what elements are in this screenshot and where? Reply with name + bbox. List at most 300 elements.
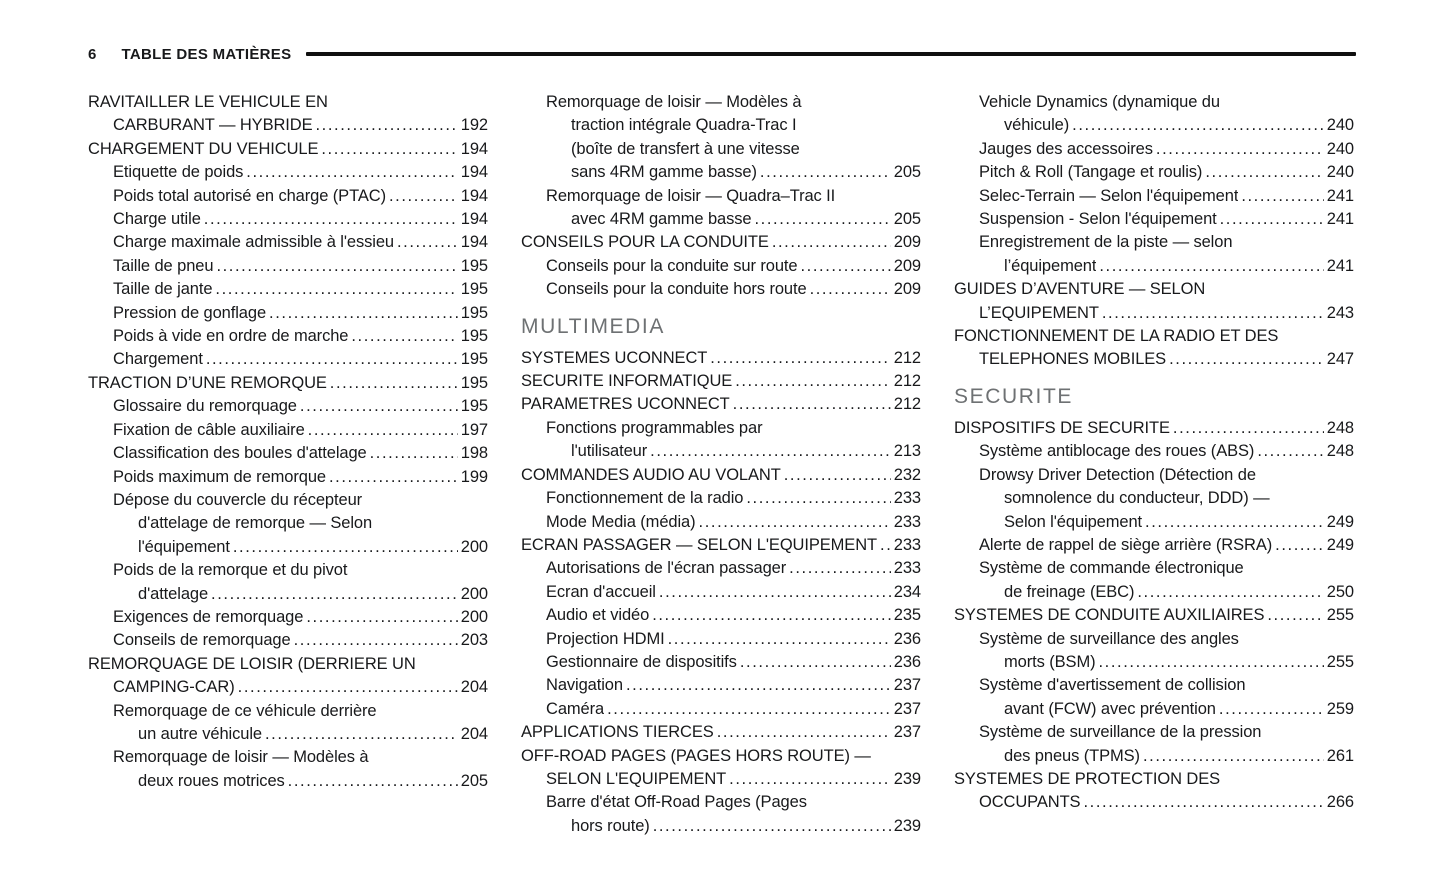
toc-entry <box>88 208 488 231</box>
toc-entry <box>521 557 921 580</box>
page-ref-number: 194 <box>460 233 488 252</box>
toc-entry-line <box>88 231 488 254</box>
page-ref-number: 213 <box>893 442 921 461</box>
toc-entry-line <box>88 676 488 699</box>
leader-dots <box>1072 114 1324 137</box>
leader-dots <box>329 466 458 489</box>
toc-entry-line <box>88 325 488 348</box>
leader-dots <box>1257 440 1323 463</box>
page-ref-number: 197 <box>460 420 488 439</box>
toc-entry-line <box>521 581 921 604</box>
leader-dots <box>306 606 457 629</box>
toc-entry-text: l’équipement <box>1004 256 1097 275</box>
toc-entry <box>88 138 488 161</box>
page-ref-number: 266 <box>1326 793 1354 812</box>
toc-entry-line <box>521 464 921 487</box>
leader-dots <box>1241 185 1323 208</box>
leader-dots <box>216 255 457 278</box>
leader-dots <box>772 231 891 254</box>
leader-dots <box>1219 698 1324 721</box>
toc-entry-line: (boîte de transfert à une vitesse <box>571 139 800 158</box>
toc-entry-line <box>521 440 921 463</box>
toc-entry-line <box>88 770 488 793</box>
page-ref-number: 212 <box>893 348 921 367</box>
page-ref-number: 194 <box>460 163 488 182</box>
page-ref-number: 198 <box>460 444 488 463</box>
leader-dots <box>308 419 458 442</box>
page-ref-number: 239 <box>893 769 921 788</box>
toc-entry <box>521 417 921 464</box>
toc-entry-line <box>88 348 488 371</box>
header-rule <box>306 52 1356 56</box>
toc-entry <box>88 653 488 700</box>
leader-dots <box>351 325 457 348</box>
toc-entry <box>88 700 488 747</box>
toc-entry-line <box>521 557 921 580</box>
page-ref-number: 249 <box>1326 512 1354 531</box>
toc-entry <box>521 604 921 627</box>
toc-entry-line <box>521 161 921 184</box>
toc-entry-text: véhicule) <box>1004 116 1070 135</box>
toc-entry <box>954 464 1354 534</box>
toc-entry <box>88 395 488 418</box>
leader-dots <box>300 395 458 418</box>
toc-entry-text: Projection HDMI <box>546 629 665 648</box>
toc-entry-text: Jauges des accessoires <box>979 139 1153 158</box>
leader-dots <box>246 161 457 184</box>
page-ref-number: 199 <box>460 467 488 486</box>
page-ref-number: 194 <box>460 139 488 158</box>
leader-dots <box>288 770 458 793</box>
toc-entry <box>521 651 921 674</box>
toc-entry-line <box>954 114 1354 137</box>
toc-entry <box>88 372 488 395</box>
toc-entry-line <box>521 347 921 370</box>
leader-dots <box>294 629 458 652</box>
page-ref-number: 205 <box>460 771 488 790</box>
page-number: 6 <box>88 45 97 63</box>
toc-entry-line <box>88 419 488 442</box>
toc-entry-text: Caméra <box>546 699 605 718</box>
page-ref-number: 233 <box>893 489 921 508</box>
page-ref-number: 209 <box>893 280 921 299</box>
toc-entry-text: CAMPING-CAR) <box>113 678 235 697</box>
toc-entry-text: deux roues motrices <box>138 771 285 790</box>
toc-entry-line <box>954 185 1354 208</box>
toc-entry-line <box>521 487 921 510</box>
page-ref-number: 249 <box>1326 535 1354 554</box>
page-ref-number: 261 <box>1326 746 1354 765</box>
toc-entry-line <box>521 208 921 231</box>
toc-entry <box>88 231 488 254</box>
leader-dots <box>659 581 891 604</box>
leader-dots <box>1137 581 1323 604</box>
toc-entry-line: Système de surveillance des angles <box>979 629 1239 648</box>
page-ref-number: 212 <box>893 372 921 391</box>
toc-entry-line <box>521 511 921 534</box>
toc-entry <box>521 255 921 278</box>
page-ref-number: 235 <box>893 606 921 625</box>
section-header-multimedia: MULTIMEDIA <box>521 314 665 338</box>
toc-entry <box>521 347 921 370</box>
leader-dots <box>1098 651 1323 674</box>
toc-entry <box>954 161 1354 184</box>
toc-entry-line <box>88 606 488 629</box>
page-header <box>88 44 1356 64</box>
page-ref-number: 195 <box>460 397 488 416</box>
toc-entry-line <box>954 348 1354 371</box>
toc-entry <box>521 534 921 557</box>
leader-dots <box>370 442 458 465</box>
leader-dots <box>699 511 891 534</box>
toc-entry-line: Remorquage de loisir — Modèles à <box>546 93 802 111</box>
leader-dots <box>204 208 458 231</box>
toc-entry-text: TRACTION D’UNE REMORQUE <box>88 373 327 392</box>
toc-entry-line: FONCTIONNEMENT DE LA RADIO ET DES <box>954 327 1279 346</box>
toc-entry-line <box>521 721 921 744</box>
toc-entry-text: Charge maximale admissible à l'essieu <box>113 233 394 252</box>
toc-entry <box>521 393 921 416</box>
toc-entry <box>954 208 1354 231</box>
leader-dots <box>1143 745 1324 768</box>
toc-entry-text: hors route) <box>571 816 650 835</box>
toc-entry-line: Système d'avertissement de collision <box>979 676 1246 695</box>
leader-dots <box>206 348 458 371</box>
leader-dots <box>746 487 890 510</box>
page-ref-number: 255 <box>1326 652 1354 671</box>
page-ref-number: 233 <box>893 512 921 531</box>
toc-entry-text: Poids maximum de remorque <box>113 467 326 486</box>
toc-entry <box>88 442 488 465</box>
leader-dots <box>626 674 891 697</box>
toc-entry <box>954 628 1354 675</box>
toc-entry-text: Fonctionnement de la radio <box>546 489 744 508</box>
page-ref-number: 248 <box>1326 418 1354 437</box>
toc-entry-line <box>521 815 921 838</box>
toc-entry-line <box>88 723 488 746</box>
leader-dots <box>740 651 891 674</box>
toc-entry <box>954 417 1354 440</box>
toc-entry-line <box>954 208 1354 231</box>
toc-entry-text: sans 4RM gamme basse) <box>571 163 757 182</box>
page-ref-number: 239 <box>893 816 921 835</box>
toc-entry-line <box>521 604 921 627</box>
toc-entry-text: PARAMETRES UCONNECT <box>521 395 730 414</box>
toc-entry-line <box>954 511 1354 534</box>
toc-entry-line: Drowsy Driver Detection (Détection de <box>979 465 1256 484</box>
toc-entry-text: Autorisations de l'écran passager <box>546 559 787 578</box>
leader-dots <box>1145 511 1324 534</box>
toc-entry-line <box>521 628 921 651</box>
page-ref-number: 195 <box>460 280 488 299</box>
page-ref-number: 233 <box>893 535 921 554</box>
toc-entry <box>521 370 921 393</box>
toc-entry-text: SYSTEMES DE CONDUITE AUXILIAIRES <box>954 606 1265 625</box>
leader-dots <box>717 721 891 744</box>
leader-dots <box>1220 208 1324 231</box>
page-ref-number: 240 <box>1326 139 1354 158</box>
toc-entry-text: ECRAN PASSAGER — SELON L'EQUIPEMENT <box>521 535 878 554</box>
page-ref-number: 205 <box>893 210 921 229</box>
leader-dots <box>1083 791 1323 814</box>
page-ref-number: 194 <box>460 186 488 205</box>
leader-dots <box>1173 417 1324 440</box>
leader-dots <box>316 114 458 137</box>
toc-entry <box>954 91 1354 138</box>
page-ref-number: 200 <box>460 584 488 603</box>
toc-entry <box>88 185 488 208</box>
toc-entry <box>88 161 488 184</box>
toc-entry-line: Fonctions programmables par <box>546 418 763 437</box>
toc-entry-text: un autre véhicule <box>138 724 262 743</box>
page-ref-number: 236 <box>893 652 921 671</box>
page-ref-number: 243 <box>1326 303 1354 322</box>
toc-entry-text: Selon l'équipement <box>1004 512 1143 531</box>
leader-dots <box>1102 302 1324 325</box>
toc-entry-text: Glossaire du remorquage <box>113 397 297 416</box>
leader-dots <box>710 347 891 370</box>
toc-entry <box>954 721 1354 768</box>
toc-entry-line: Barre d'état Off-Road Pages (Pages <box>546 793 807 812</box>
toc-entry <box>88 325 488 348</box>
toc-entry <box>954 231 1354 278</box>
toc-entry-line: Vehicle Dynamics (dynamique du <box>979 93 1220 111</box>
toc-entry-line <box>954 255 1354 278</box>
leader-dots <box>800 255 890 278</box>
toc-entry-text: l'équipement <box>138 537 230 556</box>
toc-entry-text: Audio et vidéo <box>546 606 650 625</box>
toc-entry-line: SYSTEMES DE PROTECTION DES <box>954 769 1221 788</box>
toc-entry-text: Selec-Terrain — Selon l'équipement <box>979 186 1239 205</box>
toc-entry-line <box>954 302 1354 325</box>
toc-entry-line <box>954 440 1354 463</box>
leader-dots <box>1267 604 1323 627</box>
toc-entry-line: d'attelage de remorque — Selon <box>138 514 373 533</box>
toc-entry-line <box>521 370 921 393</box>
toc-entry-line <box>954 161 1354 184</box>
leader-dots <box>321 138 457 161</box>
toc-entry <box>521 185 921 232</box>
toc-entry-text: DISPOSITIFS DE SECURITE <box>954 418 1170 437</box>
toc-entry <box>88 419 488 442</box>
toc-entry-text: des pneus (TPMS) <box>1004 746 1140 765</box>
toc-entry-text: avec 4RM gamme basse <box>571 210 752 229</box>
toc-entry-text: Gestionnaire de dispositifs <box>546 652 737 671</box>
leader-dots <box>729 768 891 791</box>
toc-entry-text: l'utilisateur <box>571 442 648 461</box>
toc-entry-text: COMMANDES AUDIO AU VOLANT <box>521 465 781 484</box>
toc-entry-line <box>521 651 921 674</box>
toc-entry-line <box>88 185 488 208</box>
toc-entry-line <box>88 208 488 231</box>
page-ref-number: 237 <box>893 676 921 695</box>
toc-entry <box>88 746 488 793</box>
toc-entry <box>954 325 1354 372</box>
page-ref-number: 250 <box>1326 582 1354 601</box>
toc-entry-line <box>521 278 921 301</box>
toc-entry-text: Pression de gonflage <box>113 303 267 322</box>
toc-entry <box>88 489 488 559</box>
toc-entry-text: Pitch & Roll (Tangage et roulis) <box>979 163 1203 182</box>
page-ref-number: 241 <box>1326 186 1354 205</box>
page-ref-number: 194 <box>460 210 488 229</box>
page-ref-number: 259 <box>1326 699 1354 718</box>
toc-entry-line <box>88 372 488 395</box>
leader-dots <box>397 231 458 254</box>
toc-entry-text: Conseils de remorquage <box>113 631 291 650</box>
toc-entry-text: SELON L'EQUIPEMENT <box>546 769 727 788</box>
toc-entry-line <box>88 466 488 489</box>
leader-dots <box>607 698 891 721</box>
toc-entry <box>521 487 921 510</box>
page-ref-number: 200 <box>460 537 488 556</box>
page-ref-number: 237 <box>893 699 921 718</box>
page-ref-number: 247 <box>1326 350 1354 369</box>
toc-entry <box>88 629 488 652</box>
toc-entry-line <box>954 581 1354 604</box>
toc-entry <box>954 534 1354 557</box>
leader-dots <box>238 676 458 699</box>
page-ref-number: 204 <box>460 678 488 697</box>
toc-column-2 <box>521 91 921 838</box>
page-ref-number: 241 <box>1326 256 1354 275</box>
leader-dots <box>668 628 891 651</box>
toc-entry <box>88 606 488 629</box>
toc-column-3 <box>954 91 1354 838</box>
toc-entry-line <box>521 393 921 416</box>
toc-entry-text: de freinage (EBC) <box>1004 582 1135 601</box>
toc-entry <box>521 278 921 301</box>
toc-entry-line <box>954 651 1354 674</box>
toc-entry <box>521 581 921 604</box>
toc-entry-text: Suspension - Selon l'équipement <box>979 210 1217 229</box>
toc-entry-line <box>954 534 1354 557</box>
leader-dots <box>650 440 891 463</box>
leader-dots <box>755 208 891 231</box>
toc-entry <box>88 348 488 371</box>
toc-entry <box>521 91 921 185</box>
leader-dots <box>1099 255 1323 278</box>
toc-entry-text: Ecran d'accueil <box>546 582 656 601</box>
toc-entry-line <box>88 138 488 161</box>
toc-entry <box>521 231 921 254</box>
toc-entry-text: Etiquette de poids <box>113 163 244 182</box>
toc-entry <box>954 674 1354 721</box>
leader-dots <box>760 161 891 184</box>
toc-entry <box>88 278 488 301</box>
page-ref-number: 195 <box>460 303 488 322</box>
toc-entry-text: OCCUPANTS <box>979 793 1081 812</box>
page-ref-number: 212 <box>893 395 921 414</box>
page-ref-number: 204 <box>460 724 488 743</box>
toc-entry-line: Dépose du couvercle du récepteur <box>113 490 363 509</box>
page-ref-number: 203 <box>460 631 488 650</box>
toc-entry-line: Remorquage de ce véhicule derrière <box>113 701 377 720</box>
toc-entry <box>954 138 1354 161</box>
page-ref-number: 195 <box>460 256 488 275</box>
leader-dots <box>1156 138 1324 161</box>
toc-entry <box>88 302 488 325</box>
toc-entry-text: Poids à vide en ordre de marche <box>113 327 349 346</box>
toc-entry-line <box>521 698 921 721</box>
toc-entry-text: Chargement <box>113 350 203 369</box>
toc-entry-line: GUIDES D’AVENTURE — SELON <box>954 280 1206 299</box>
toc-entry <box>954 557 1354 604</box>
toc-entry-line <box>954 138 1354 161</box>
toc-entry <box>88 559 488 606</box>
toc-entry-line: RAVITAILLER LE VEHICULE EN <box>88 93 328 111</box>
page-ref-number: 233 <box>893 559 921 578</box>
page-ref-number: 192 <box>460 116 488 135</box>
page-ref-number: 237 <box>893 723 921 742</box>
toc-entry-line: Système de surveillance de la pression <box>979 723 1262 742</box>
toc-entry-line <box>88 161 488 184</box>
toc-columns <box>88 91 1356 838</box>
toc-entry-line: somnolence du conducteur, DDD) — <box>1004 489 1270 508</box>
toc-entry-text: CHARGEMENT DU VEHICULE <box>88 139 319 158</box>
toc-entry <box>954 768 1354 815</box>
toc-entry-text: APPLICATIONS TIERCES <box>521 723 714 742</box>
page-ref-number: 200 <box>460 607 488 626</box>
toc-entry-text: CONSEILS POUR LA CONDUITE <box>521 233 769 252</box>
leader-dots <box>653 815 891 838</box>
page-ref-number: 240 <box>1326 116 1354 135</box>
toc-entry-text: Mode Media (média) <box>546 512 696 531</box>
toc-entry-line <box>954 698 1354 721</box>
toc-entry-line: traction intégrale Quadra-Trac I <box>571 116 797 135</box>
toc-entry-text: morts (BSM) <box>1004 652 1096 671</box>
toc-entry-line <box>88 395 488 418</box>
toc-entry-text: Charge utile <box>113 210 201 229</box>
leader-dots <box>215 278 457 301</box>
toc-entry-line: Poids de la remorque et du pivot <box>113 561 348 580</box>
toc-entry-line: REMORQUAGE DE LOISIR (DERRIERE UN <box>88 654 416 673</box>
toc-entry <box>521 464 921 487</box>
toc-entry <box>88 255 488 278</box>
toc-entry-line <box>88 255 488 278</box>
toc-entry-text: Alerte de rappel de siège arrière (RSRA) <box>979 535 1273 554</box>
toc-entry-line <box>954 745 1354 768</box>
toc-entry-line <box>954 417 1354 440</box>
toc-entry <box>521 674 921 697</box>
leader-dots <box>233 536 458 559</box>
toc-entry-line <box>88 442 488 465</box>
toc-entry-line: Système de commande électronique <box>979 559 1244 578</box>
page-ref-number: 195 <box>460 327 488 346</box>
toc-entry-line <box>88 583 488 606</box>
toc-entry-text: L’EQUIPEMENT <box>979 303 1099 322</box>
leader-dots <box>1205 161 1323 184</box>
page-ref-number: 232 <box>893 465 921 484</box>
leader-dots <box>880 534 891 557</box>
page-ref-number: 241 <box>1326 210 1354 229</box>
page-ref-number: 255 <box>1326 606 1354 625</box>
section-header-securite: SECURITE <box>954 384 1073 408</box>
page-ref-number: 240 <box>1326 163 1354 182</box>
page-title: TABLE DES MATIÈRES <box>121 45 292 63</box>
leader-dots <box>810 278 891 301</box>
toc-entry <box>954 278 1354 325</box>
toc-entry <box>954 440 1354 463</box>
page-ref-number: 209 <box>893 233 921 252</box>
page-ref-number: 248 <box>1326 442 1354 461</box>
toc-entry-line: OFF-ROAD PAGES (PAGES HORS ROUTE) — <box>521 746 871 765</box>
toc-entry-text: TELEPHONES MOBILES <box>979 350 1167 369</box>
toc-entry-line <box>88 629 488 652</box>
toc-column-1 <box>88 91 488 838</box>
toc-entry-text: d'attelage <box>138 584 209 603</box>
toc-entry-line <box>521 534 921 557</box>
